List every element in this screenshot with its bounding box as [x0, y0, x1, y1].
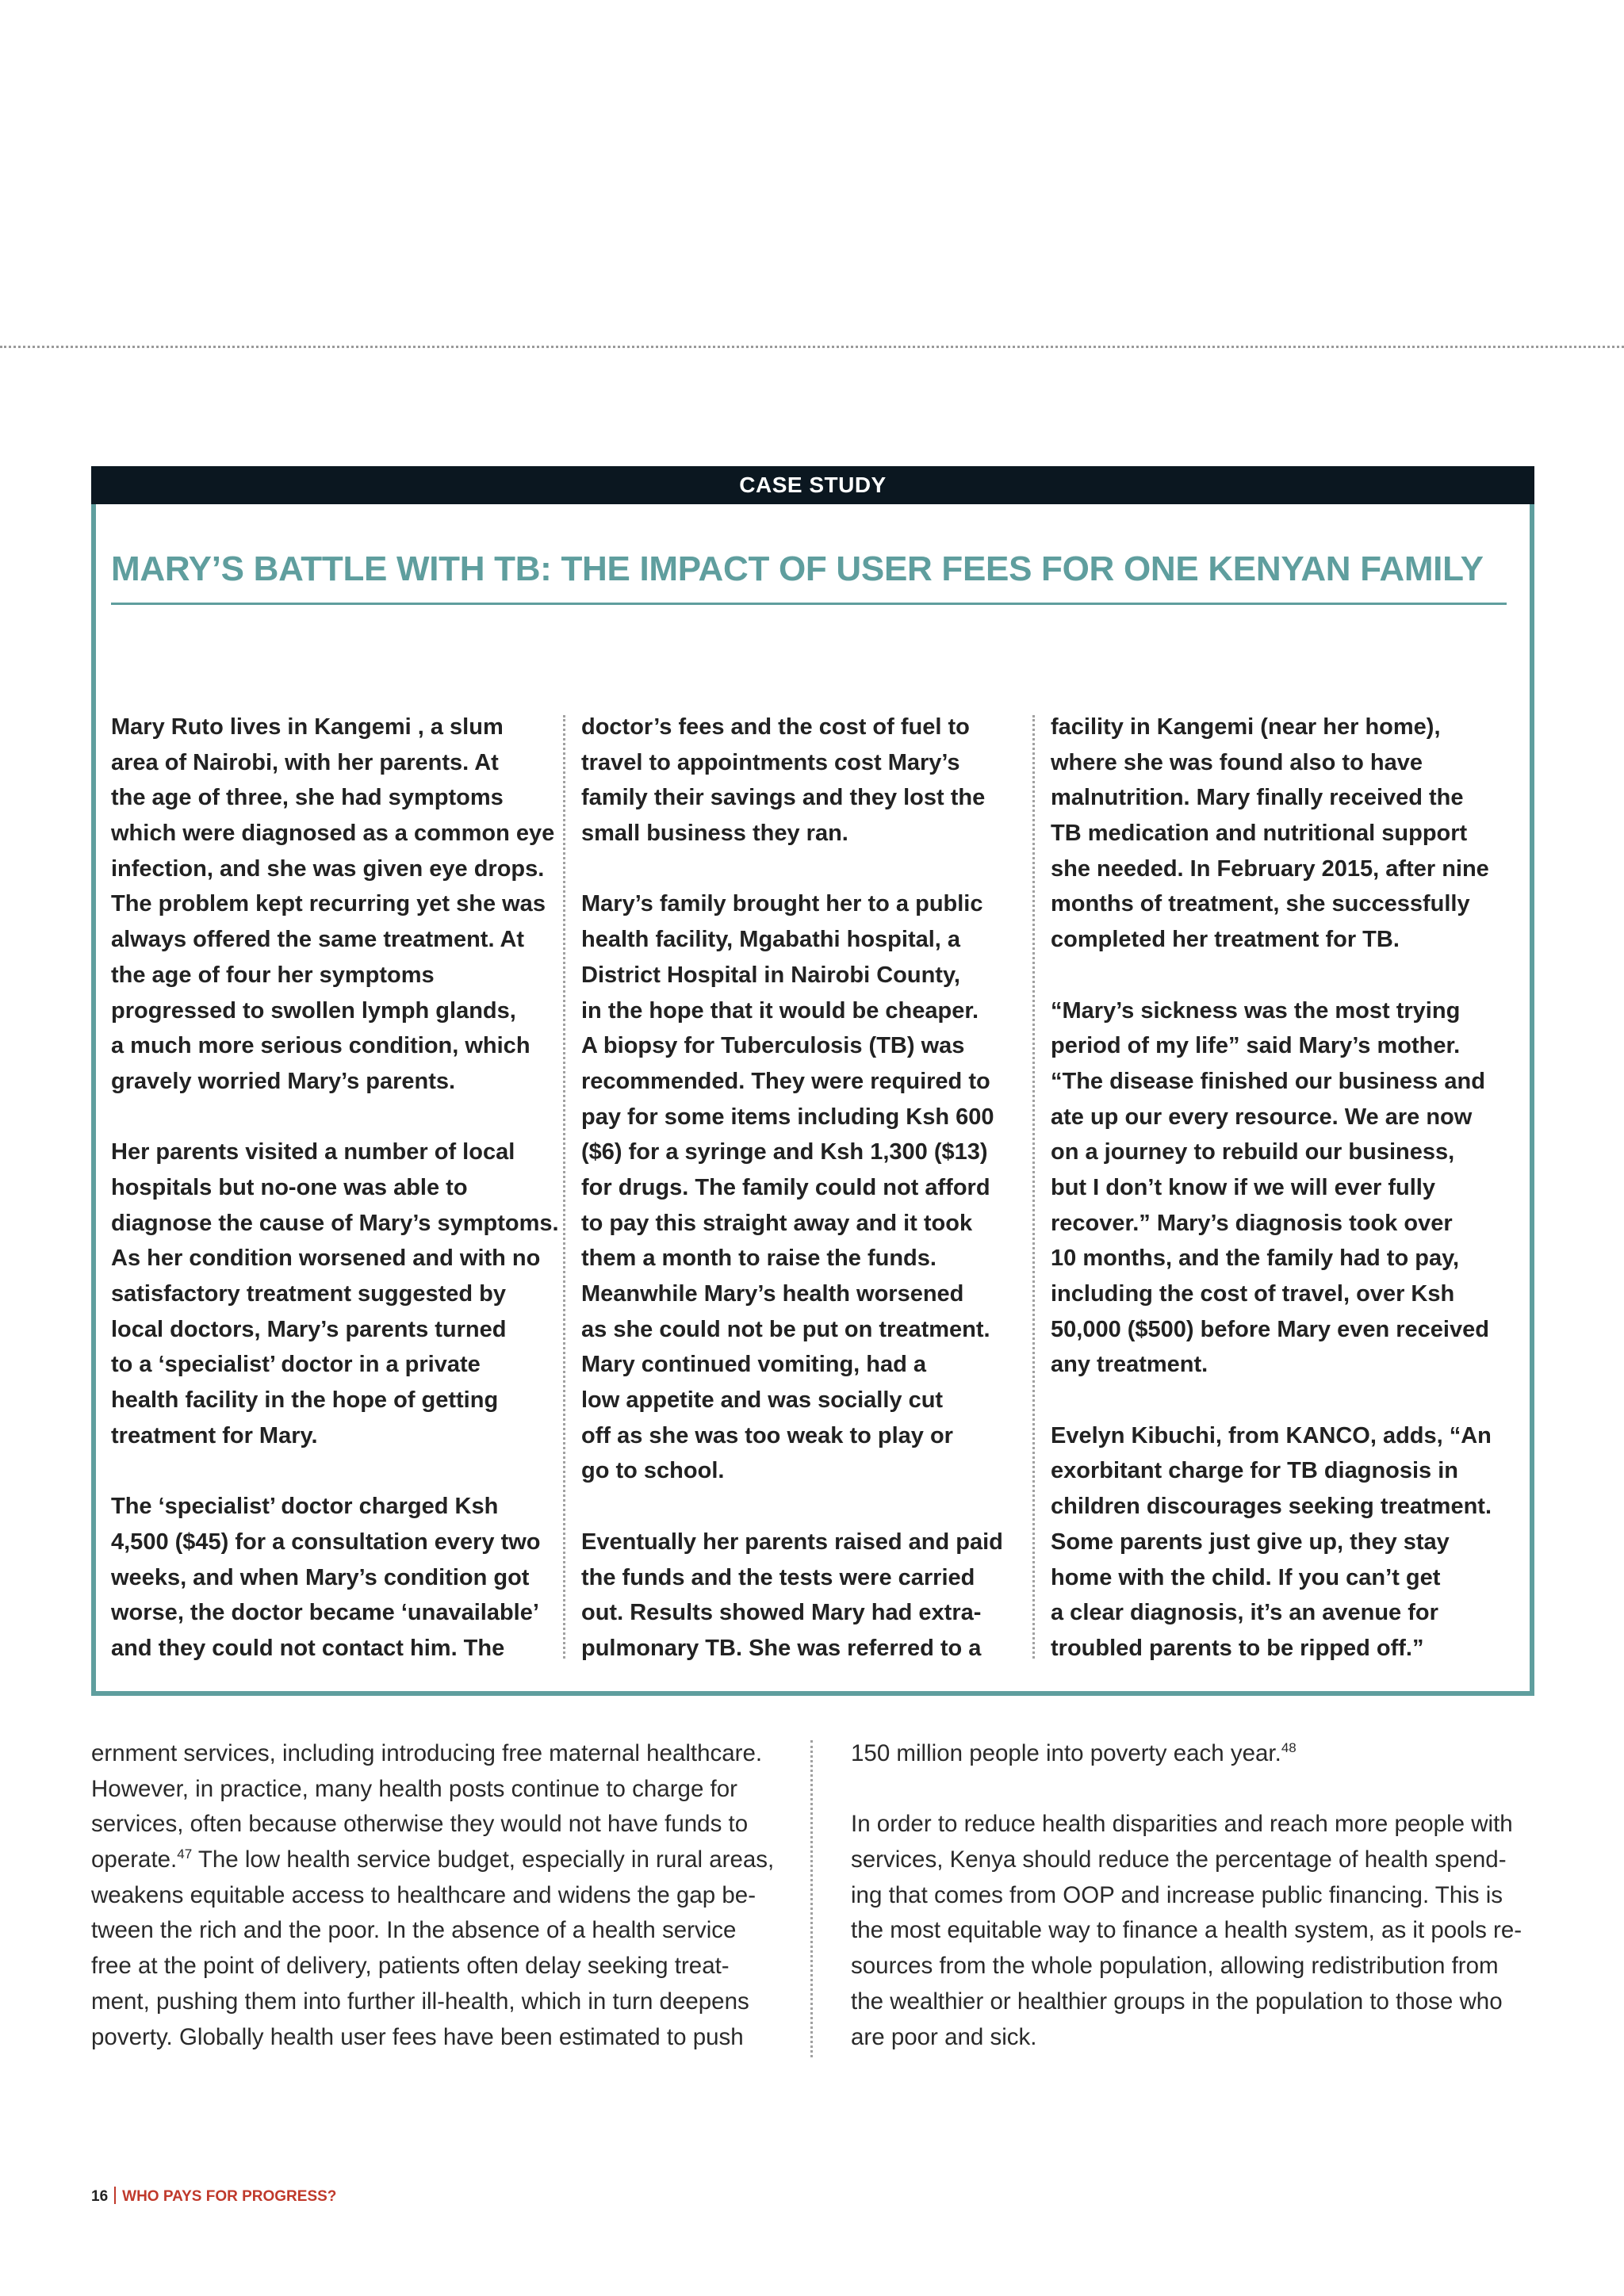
text-line: ing that comes from OOP and increase public financing. This is — [851, 1881, 1503, 1908]
paragraph-break — [1051, 1383, 1519, 1418]
top-dotted-divider — [0, 346, 1624, 348]
text-line: are poor and sick. — [851, 2023, 1037, 2050]
text-line: free at the point of delivery, patients often delay seeking treat- — [91, 1953, 730, 1980]
text-line: tween the rich and the poor. In the absence of a health service — [91, 1917, 737, 1944]
text-line: low appetite and was socially cut — [581, 1387, 944, 1414]
text-line: In order to reduce health disparities and reach more people with — [851, 1811, 1513, 1838]
text-line: the wealthier or healthier groups in the population to those who — [851, 1988, 1503, 2015]
text-line: The problem kept recurring yet she was — [111, 891, 546, 917]
text-line: exorbitant charge for TB diagnosis in — [1051, 1458, 1459, 1484]
text-line: ment, pushing them into further ill-health, which in turn deepens — [91, 1988, 749, 2015]
text-line: off as she was too weak to play or — [581, 1422, 953, 1448]
text-line: pulmonary TB. She was referred to a — [581, 1635, 982, 1661]
text-line: doctor’s fees and the cost of fuel to — [581, 714, 970, 740]
text-line: the age of three, she had symptoms — [111, 785, 504, 811]
text-line: services, Kenya should reduce the percentage of health spend- — [851, 1846, 1507, 1873]
case-study-column-1 — [111, 710, 563, 1667]
text-line: As her condition worsened and with no — [111, 1246, 541, 1272]
text-line: always offered the same treatment. At — [111, 927, 525, 953]
paragraph-break — [111, 1100, 563, 1135]
text-line: on a journey to rebuild our business, — [1051, 1139, 1455, 1165]
text-line: a much more serious condition, which — [111, 1033, 530, 1059]
text-line: travel to appointments cost Mary’s — [581, 749, 960, 775]
text-line: including the cost of travel, over Ksh — [1051, 1281, 1455, 1307]
body-text-left-column — [91, 1736, 773, 2055]
text-line: 50,000 ($500) before Mary even received — [1051, 1316, 1489, 1342]
footer-separator — [114, 2187, 116, 2204]
text-line: recover.” Mary’s diagnosis took over — [1051, 1210, 1453, 1236]
text-line: the most equitable way to finance a health system, as it pools re- — [851, 1917, 1522, 1944]
text-line: facility in Kangemi (near her home), — [1051, 714, 1441, 740]
text-line: worse, the doctor became ‘unavailable’ — [111, 1600, 539, 1626]
text-line: Some parents just give up, they stay — [1051, 1529, 1450, 1555]
case-study-label: CASE STUDY — [91, 466, 1534, 504]
text-line: malnutrition. Mary finally received the — [1051, 785, 1464, 811]
text-line: them a month to raise the funds. — [581, 1246, 936, 1272]
text-line: treatment for Mary. — [111, 1422, 318, 1448]
publication-title: WHO PAYS FOR PROGRESS? — [122, 2188, 337, 2205]
footnote-ref: 47 — [177, 1846, 193, 1862]
text-line: Her parents visited a number of local — [111, 1139, 515, 1165]
column-divider — [563, 715, 565, 1659]
text-line: the age of four her symptoms — [111, 962, 435, 988]
text-line: but I don’t know if we will ever fully — [1051, 1174, 1435, 1200]
case-study-column-2 — [581, 710, 1033, 1667]
case-study-title: MARY’S BATTLE WITH TB: THE IMPACT OF USER FEES FOR ONE KENYAN FAMILY — [111, 549, 1484, 588]
text-line: a clear diagnosis, it’s an avenue for — [1051, 1600, 1438, 1626]
text-line: pay for some items including Ksh 600 — [581, 1104, 994, 1130]
text-line: services, often because otherwise they would not have funds to — [91, 1811, 749, 1838]
text-line: children discourages seeking treatment. — [1051, 1494, 1492, 1520]
column-divider — [1032, 715, 1035, 1659]
case-study-column-3 — [1051, 710, 1519, 1667]
text-line: ernment services, including introducing free maternal healthcare. — [91, 1740, 763, 1766]
text-line: “The disease finished our business and — [1051, 1068, 1485, 1094]
text-line: home with the child. If you can’t get — [1051, 1564, 1441, 1590]
text-line: the funds and the tests were carried — [581, 1564, 975, 1590]
text-line: weeks, and when Mary’s condition got — [111, 1564, 530, 1590]
text-line: completed her treatment for TB. — [1051, 927, 1400, 953]
text-line: months of treatment, she successfully — [1051, 891, 1470, 917]
text-line: 150 million people into poverty each year.$^{48}$ — [851, 1740, 1297, 1766]
text-line: family their savings and they lost the — [581, 785, 986, 811]
text-line: small business they ran. — [581, 821, 848, 847]
text-line: period of my life” said Mary’s mother. — [1051, 1033, 1461, 1059]
text-line: infection, and she was given eye drops. — [111, 855, 545, 882]
text-line: she needed. In February 2015, after nine — [1051, 855, 1489, 882]
text-line: poverty. Globally health user fees have been estimated to push — [91, 2023, 744, 2050]
text-line: in the hope that it would be cheaper. — [581, 997, 979, 1024]
text-line: Eventually her parents raised and paid — [581, 1529, 1003, 1555]
paragraph-break — [851, 1772, 1533, 1808]
text-line: local doctors, Mary’s parents turned — [111, 1316, 507, 1342]
text-line: 10 months, and the family had to pay, — [1051, 1246, 1460, 1272]
text-line: troubled parents to be ripped off.” — [1051, 1635, 1424, 1661]
text-line: However, in practice, many health posts continue to charge for — [91, 1775, 737, 1802]
paragraph-break — [581, 851, 1033, 887]
text-line: to pay this straight away and it took — [581, 1210, 973, 1236]
paragraph-break — [581, 1489, 1033, 1525]
text-line: 4,500 ($45) for a consultation every two — [111, 1529, 541, 1555]
paragraph-break — [111, 1453, 563, 1489]
text-line: progressed to swollen lymph glands, — [111, 997, 516, 1024]
text-line: sources from the whole population, allowing redistribution from — [851, 1953, 1499, 1980]
body-text-right-column — [851, 1736, 1533, 2055]
text-line: Mary continued vomiting, had a — [581, 1352, 927, 1378]
text-line: health facility in the hope of getting — [111, 1387, 499, 1414]
text-line: for drugs. The family could not afford — [581, 1174, 990, 1200]
text-line: hospitals but no-one was able to — [111, 1174, 468, 1200]
text-line: satisfactory treatment suggested by — [111, 1281, 506, 1307]
text-line: gravely worried Mary’s parents. — [111, 1068, 456, 1094]
text-line: Meanwhile Mary’s health worsened — [581, 1281, 964, 1307]
text-line: diagnose the cause of Mary’s symptoms. — [111, 1210, 559, 1236]
text-line: to a ‘specialist’ doctor in a private — [111, 1352, 481, 1378]
text-line: weakens equitable access to healthcare and widens the gap be- — [91, 1881, 756, 1908]
text-line: “Mary’s sickness was the most trying — [1051, 997, 1461, 1024]
text-line: any treatment. — [1051, 1352, 1208, 1378]
text-line: out. Results showed Mary had extra- — [581, 1600, 982, 1626]
text-line: go to school. — [581, 1458, 725, 1484]
paragraph-break — [1051, 958, 1519, 993]
footnote-ref: 48 — [1281, 1740, 1297, 1756]
text-line: District Hospital in Nairobi County, — [581, 962, 960, 988]
text-line: ate up our every resource. We are now — [1051, 1104, 1473, 1130]
text-line: and they could not contact him. The — [111, 1635, 505, 1661]
text-line: which were diagnosed as a common eye — [111, 821, 555, 847]
title-underline — [111, 603, 1507, 605]
text-line: Mary’s family brought her to a public — [581, 891, 983, 917]
text-line: Evelyn Kibuchi, from KANCO, adds, “An — [1051, 1422, 1492, 1448]
text-line: The ‘specialist’ doctor charged Ksh — [111, 1494, 499, 1520]
page-footer — [91, 2185, 336, 2209]
text-line: A biopsy for Tuberculosis (TB) was — [581, 1033, 965, 1059]
body-column-divider — [810, 1740, 813, 2057]
text-line: health facility, Mgabathi hospital, a — [581, 927, 961, 953]
text-line: TB medication and nutritional support — [1051, 821, 1468, 847]
text-line: where she was found also to have — [1051, 749, 1423, 775]
text-line: ($6) for a syringe and Ksh 1,300 ($13) — [581, 1139, 988, 1165]
text-line: operate.$^{47}$ The low health service budget, especially in rural areas, — [91, 1846, 775, 1873]
text-line: as she could not be put on treatment. — [581, 1316, 990, 1342]
text-line: Mary Ruto lives in Kangemi , a slum — [111, 714, 504, 740]
page-number: 16 — [91, 2188, 109, 2205]
text-line: area of Nairobi, with her parents. At — [111, 749, 499, 775]
text-line: recommended. They were required to — [581, 1068, 990, 1094]
